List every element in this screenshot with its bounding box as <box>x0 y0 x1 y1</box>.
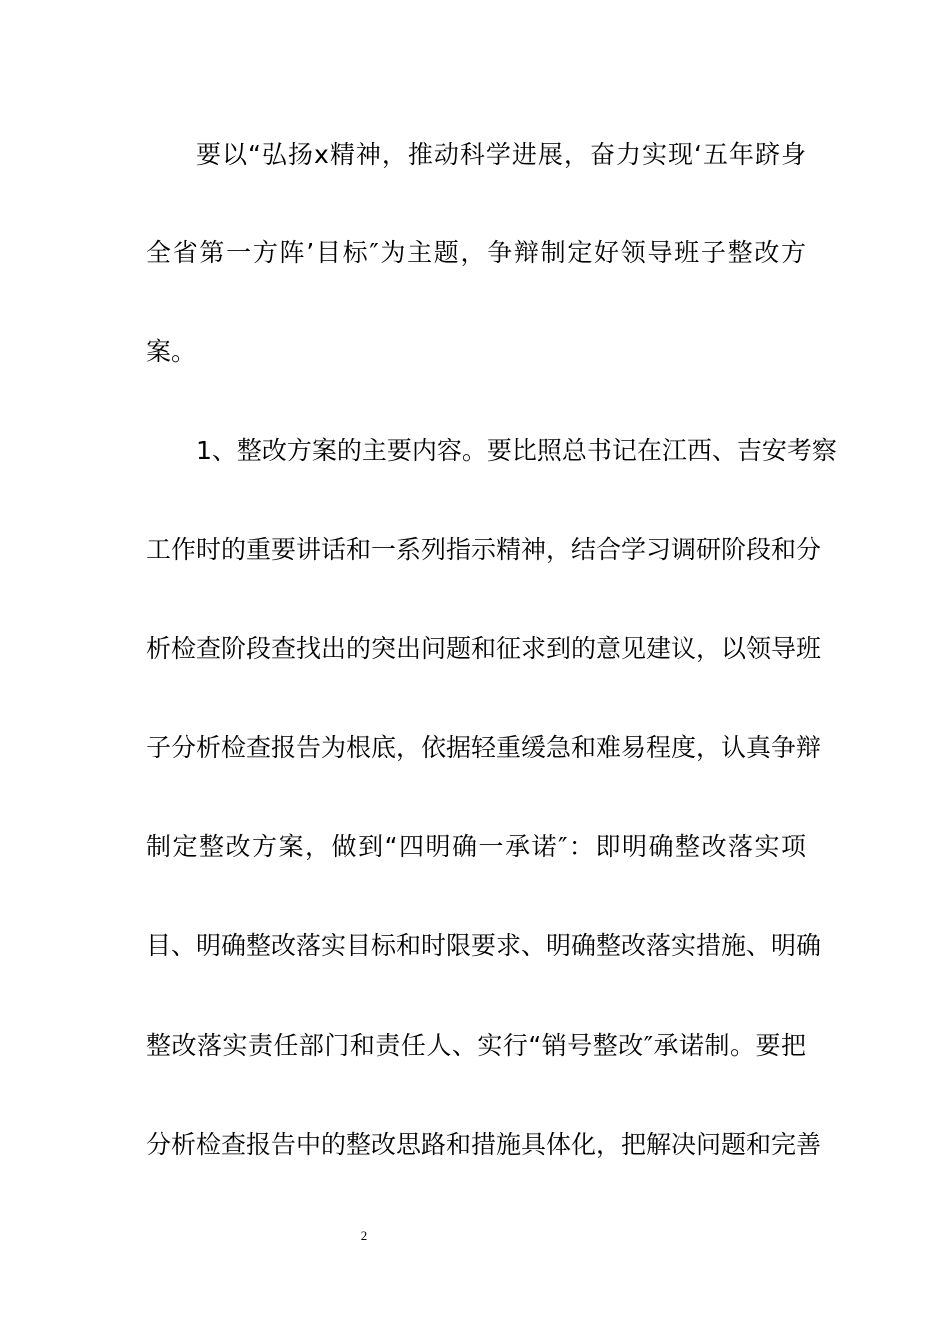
paragraph-2-line-5: 制定整改方案，做到“四明确一承诺″：即明确整改落实项 <box>146 832 806 861</box>
paragraph-2-line-6: 目、明确整改落实目标和时限要求、明确整改落实措施、明确 <box>146 931 822 960</box>
paragraph-2-line-3: 析检查阶段查找出的突出问题和征求到的意见建议，以领导班 <box>146 634 822 663</box>
page-number: 2 <box>360 1228 368 1243</box>
paragraph-2-line-7: 整改落实责任部门和责任人、实行“销号整改″承诺制。要把 <box>146 1031 806 1060</box>
paragraph-2-line-1: 1、整改方案的主要内容。要比照总书记在江西、吉安考察 <box>196 436 837 465</box>
paragraph-1-line-2: 全省第一方阵’目标″为主题，争辩制定好领导班子整改方 <box>146 238 806 267</box>
paragraph-2-line-4: 子分析检查报告为根底，依据轻重缓急和难易程度，认真争辩 <box>146 733 822 762</box>
paragraph-2-line-2: 工作时的重要讲话和一系列指示精神，结合学习调研阶段和分 <box>146 535 822 564</box>
paragraph-2-line-8: 分析检查报告中的整改思路和措施具体化，把解决问题和完善 <box>146 1130 822 1159</box>
paragraph-1-line-1: 要以“弘扬x精神，推动科学进展，奋力实现‘五年跻身 <box>196 140 806 169</box>
paragraph-1-line-3: 案。 <box>146 337 197 366</box>
